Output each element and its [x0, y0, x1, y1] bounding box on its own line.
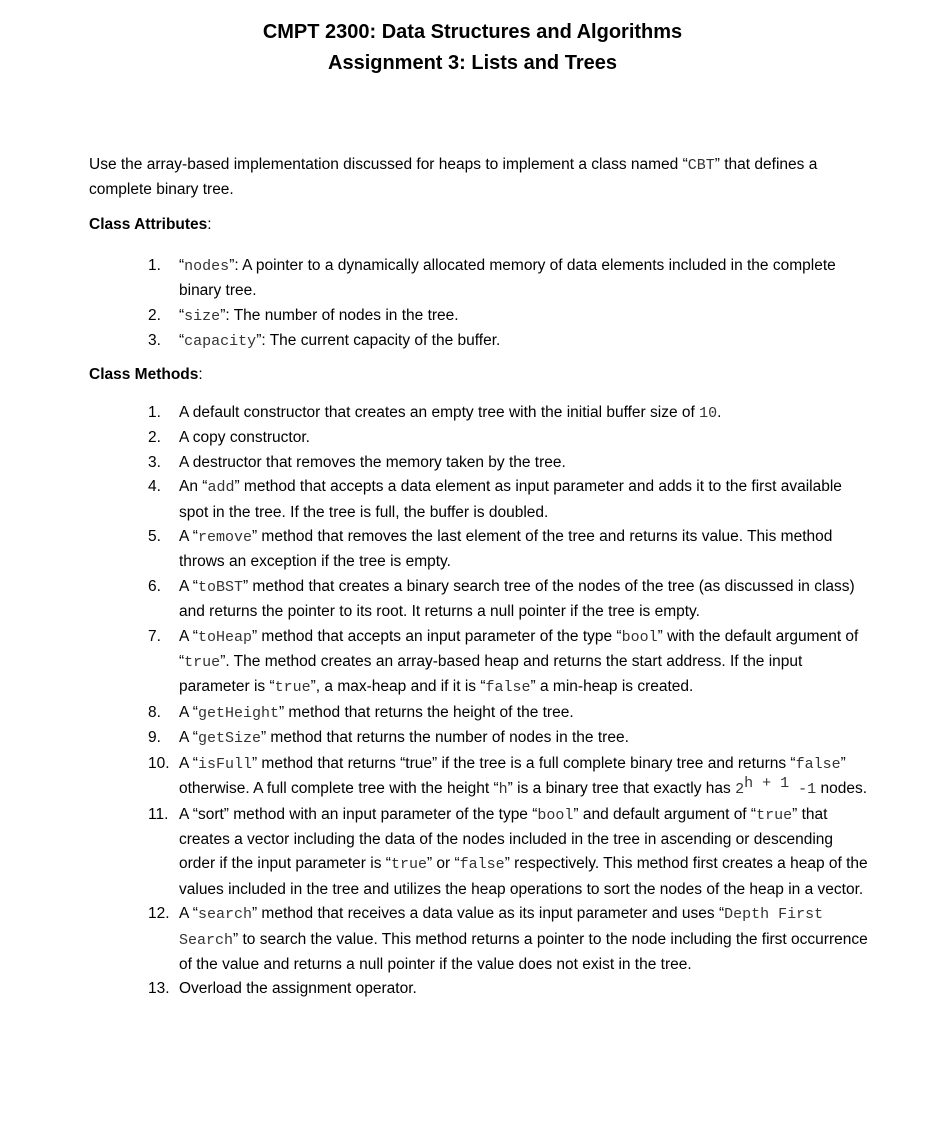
list-item: 1. “nodes”: A pointer to a dynamically allocated memory of data elements included in the complete binary tree.: [148, 257, 836, 300]
intro-paragraph: Use the array-based implementation discussed for heaps to implement a class named “CBT” that defines a complete binary tree.: [89, 156, 818, 198]
list-item: 9. A “getSize” method that returns the number of nodes in the tree.: [148, 729, 629, 748]
list-item: 12. A “search” method that receives a data value as its input parameter and uses “Depth First Search” to search the value. This method returns a pointer to the node including the first occurrence of the value and returns a null pointer if the value does not exist in the tree.: [148, 905, 868, 973]
class-methods-heading: Class Methods:: [89, 366, 203, 383]
list-item: 3. “capacity”: The current capacity of the buffer.: [148, 332, 501, 351]
list-item: 5. A “remove” method that removes the last element of the tree and returns its value. This method throws an exception if the tree is empty.: [148, 528, 833, 571]
class-attributes-heading: Class Attributes:: [89, 216, 212, 233]
list-item: 13. Overload the assignment operator.: [148, 980, 417, 998]
list-item: 7. A “toHeap” method that accepts an input parameter of the type “bool” with the default argument of “true”. The method creates an array-based heap and returns the start address. If the input parameter is “true”, a max-heap and if it is “false” a min-heap is created.: [148, 627, 859, 697]
list-item: 6. A “toBST” method that creates a binary search tree of the nodes of the tree (as discussed in class) and returns the pointer to its root. It returns a null pointer if the tree is empty.: [148, 577, 855, 621]
attributes-list: [148, 254, 873, 355]
assignment-title: Assignment 3: Lists and Trees: [328, 52, 617, 74]
list-item: 2. “size”: The number of nodes in the tree.: [148, 306, 459, 325]
list-item: 8. A “getHeight” method that returns the height of the tree.: [148, 703, 574, 722]
list-item: 10. A “isFull” method that returns “true” if the tree is a full complete binary tree and returns “false” otherwise. A full complete tree with the height “h” is a binary tree that exactly has $2^{h + 1}$ -1 nodes.: [148, 754, 868, 799]
list-item: 11. A “sort” method with an input parameter of the type “bool” and default argument of “true” that creates a vector including the data of the nodes included in the tree in ascending or descending order if the input parameter is “true” or “false” respectively. This method first creates a heap of the values included in the tree and utilizes the heap operations to sort the nodes of the heap in a vector.: [148, 805, 868, 898]
course-title: CMPT 2300: Data Structures and Algorithms: [262, 21, 683, 43]
list-item: 1. A default constructor that creates an empty tree with the initial buffer size of 10.: [148, 404, 722, 422]
list-item: 2. A copy constructor.: [148, 429, 310, 447]
list-item: 3. A destructor that removes the memory taken by the tree.: [148, 453, 566, 471]
list-item: 4. An “add” method that accepts a data element as input parameter and adds it to the first available spot in the tree. If the tree is full, the buffer is doubled.: [148, 478, 842, 521]
methods-list: [148, 401, 873, 1002]
